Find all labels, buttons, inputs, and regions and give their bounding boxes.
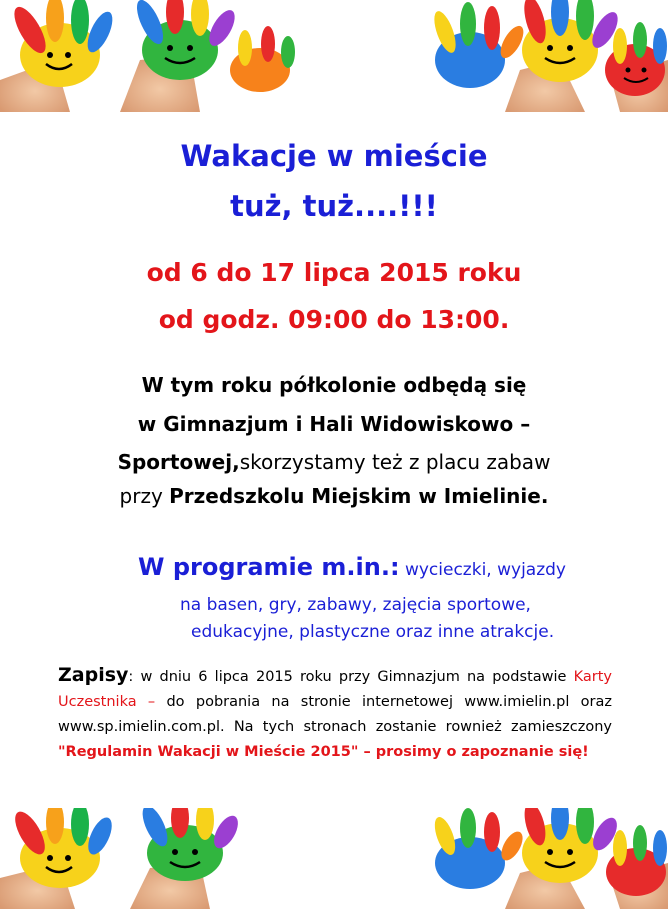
zapisy-paragraph [58,663,612,765]
program-line-1 [138,555,566,579]
program-line-2: na basen, gry, zabawy, zajęcia sportowe, [180,595,531,615]
top-hands-banner [0,0,668,112]
zapisy-part-1: : w dniu 6 lipca 2015 roku przy Gimnazjum na podstawie [128,669,574,685]
dates-line-2: od godz. 09:00 do 13:00. [158,305,510,334]
title-line-1: Wakacje w mieście [180,139,488,173]
intro-line-3-bold: Sportowej, [117,450,240,474]
intro-line-1: W tym roku półkolonie odbędą się [141,373,527,397]
zapisy-part-2: do pobrania na stronie internetowej www.imielin.pl oraz www.sp.imielin.com.pl. Na tych stronach zostanie rownież zamieszczony [58,694,612,735]
intro-line-4-pre: przy [119,484,170,508]
intro-line-3-rest: skorzystamy też z placu zabaw [239,450,551,474]
program-line-3: edukacyjne, plastyczne oraz inne atrakcje. [191,622,555,642]
intro-line-4 [0,486,668,506]
zapisy-heading: Zapisy [58,664,129,686]
program-line-1-rest: wycieczki, wyjazdy [399,560,566,580]
dates-line-1: od 6 do 17 lipca 2015 roku [146,258,522,287]
painted-hands-icon [0,0,668,112]
bottom-hands-banner [0,808,668,909]
intro-line-4-end: . [540,484,549,508]
karty-uczestnika: Karty Uczestnika – [58,669,612,710]
regulamin-note: "Regulamin Wakacji w Mieście 2015" – prosimy o zapoznanie się! [58,744,589,760]
title-line-2: tuż, tuż....!!! [230,189,438,223]
intro-line-2: w Gimnazjum i Hali Widowiskowo – [137,412,531,436]
painted-hands-icon [0,808,668,909]
program-heading: W programie m.in.: [138,553,400,581]
intro-line-4-bold: Przedszkolu Miejskim w Imielinie [169,484,541,508]
intro-line-3 [0,452,668,472]
